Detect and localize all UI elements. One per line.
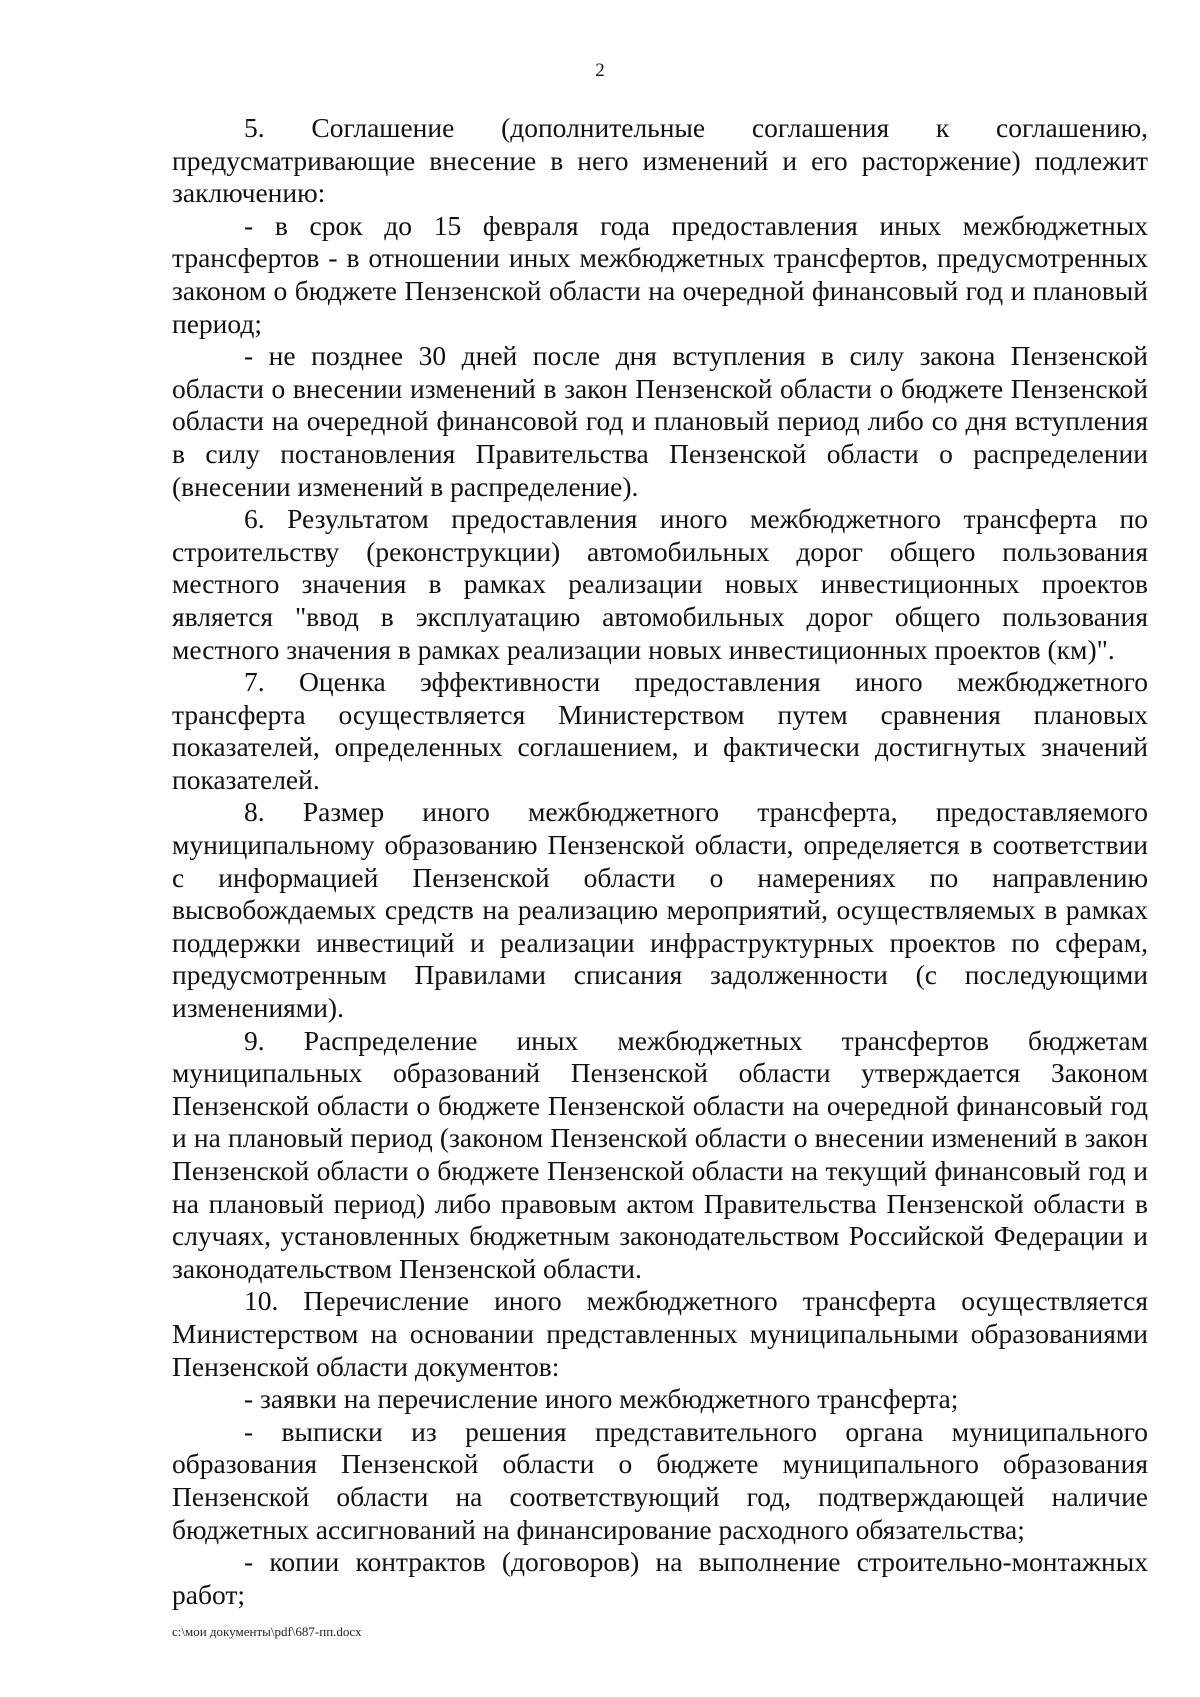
paragraph-10-item-1: - заявки на перечисление иного межбюджетного трансферта; [244,1383,959,1415]
paragraph-8: 8. Размер иного межбюджетного трансферта, предоставляемого муниципальному образованию Пензенской области, определяется в соответствии с информацией Пензенской области о намерениях по направлению высвобождаемых средств на реализацию мероприятий, осуществляемых в рамках поддержки инвестиций и реализации инфраструктурных проектов по сферам, предусмотренным Правилами списания задолженности (с последующими изменениями). [172,796,1148,1024]
paragraph-7: 7. Оценка эффективности предоставления иного межбюджетного трансферта осуществляется Министерством путем сравнения плановых показателей, определенных соглашением, и фактически достигнутых значений показателей. [172,666,1148,795]
paragraph-6: 6. Результатом предоставления иного межбюджетного трансферта по строительству (реконструкции) автомобильных дорог общего пользования местного значения в рамках реализации новых инвестиционных проектов является "ввод в эксплуатацию автомобильных дорог общего пользования местного значения в рамках реализации новых инвестиционных проектов (км)". [172,503,1148,665]
paragraph-10: 10. Перечисление иного межбюджетного трансферта осуществляется Министерством на основании представленных муниципальными образованиями Пензенской области документов: [172,1285,1148,1382]
paragraph-5: 5. Соглашение (дополнительные соглашения к соглашению, предусматривающие внесение в него изменений и его расторжение) подлежит заключению: [172,112,1148,209]
paragraph-9: 9. Распределение иных межбюджетных трансфертов бюджетам муниципальных образований Пензенской области утверждается Законом Пензенской области о бюджете Пензенской области на очередной финансовый год и на плановый период (законом Пензенской области о внесении изменений в закон Пензенской области о бюджете Пензенской области на текущий финансовый год и на плановый период) либо правовым актом Правительства Пензенской области в случаях, установленных бюджетным законодательством Российской Федерации и законодательством Пензенской области. [172,1024,1148,1284]
footer-file-path: c:\мои документы\pdf\687-пп.docx [172,1624,362,1639]
document-body [172,112,1148,1611]
page-number: 2 [595,60,605,81]
paragraph-10-item-3: - копии контрактов (договоров) на выполнение строительно-монтажных работ; [172,1546,1148,1610]
paragraph-5-item-2: - не позднее 30 дней после дня вступления в силу закона Пензенской области о внесении изменений в закон Пензенской области о бюджете Пензенской области на очередной финансовой год и плановый период либо со дня вступления в силу постановления Правительства Пензенской области о распределении (внесении изменений в распределение). [172,340,1148,502]
paragraph-10-item-2: - выписки из решения представительного органа муниципального образования Пензенской области о бюджете муниципального образования Пензенской области на соответствующий год, подтверждающей наличие бюджетных ассигнований на финансирование расходного обязательства; [172,1415,1148,1545]
paragraph-5-item-1: - в срок до 15 февраля года предоставления иных межбюджетных трансфертов - в отношении иных межбюджетных трансфертов, предусмотренных законом о бюджете Пензенской области на очередной финансовый год и плановый период; [172,209,1148,339]
